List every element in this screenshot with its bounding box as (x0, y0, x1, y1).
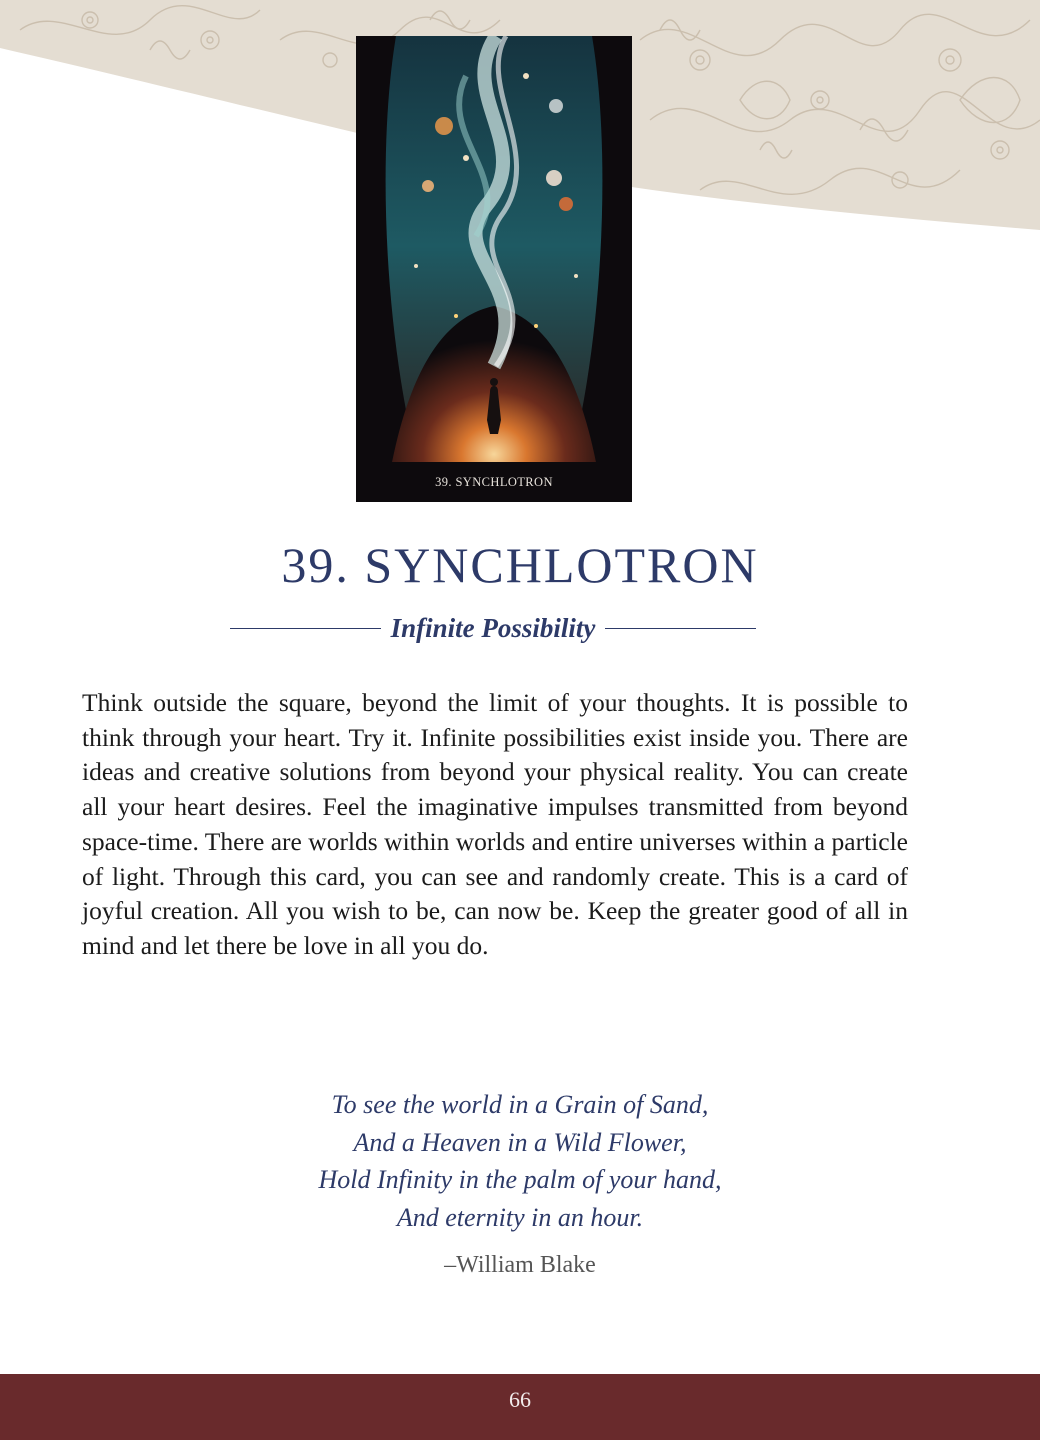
body-paragraph: Think outside the square, beyond the limit of your thoughts. It is possible to think through your heart. Try it. Infinite possibilities exist inside you. There are ideas and creative solutions from beyond your physical reality. You can create all your heart desires. Feel the imaginative impulses transmitted from beyond space-time. There are worlds within worlds and entire universes within a particle of light. Through this card, you can see and randomly create. This is a card of joyful creation. All you wish to be, can now be. Keep the greater good of all in mind and let there be love in all you do. (82, 688, 908, 960)
subtitle: Infinite Possibility (390, 612, 596, 643)
quote-line-1: To see the world in a Grain of Sand, (331, 1090, 709, 1119)
subtitle-row (230, 610, 756, 646)
page-title: 39. SYNCHLOTRON (281, 537, 759, 593)
card-caption: 39. SYNCHLOTRON (435, 475, 553, 489)
quote-block (0, 1086, 1040, 1236)
cosmic-nebula-artwork (366, 36, 622, 496)
quote-attribution: –William Blake (444, 1252, 596, 1278)
quote-line-3: Hold Infinity in the palm of your hand, (318, 1165, 722, 1194)
page-number: 66 (509, 1387, 531, 1412)
subtitle-rule-right (605, 628, 756, 629)
subtitle-rule-left (230, 628, 381, 629)
quote-line-2: And a Heaven in a Wild Flower, (353, 1127, 687, 1157)
oracle-card-image (356, 36, 632, 502)
card-title-band (356, 462, 632, 502)
quote-line-4: And eternity in an hour. (396, 1202, 644, 1232)
